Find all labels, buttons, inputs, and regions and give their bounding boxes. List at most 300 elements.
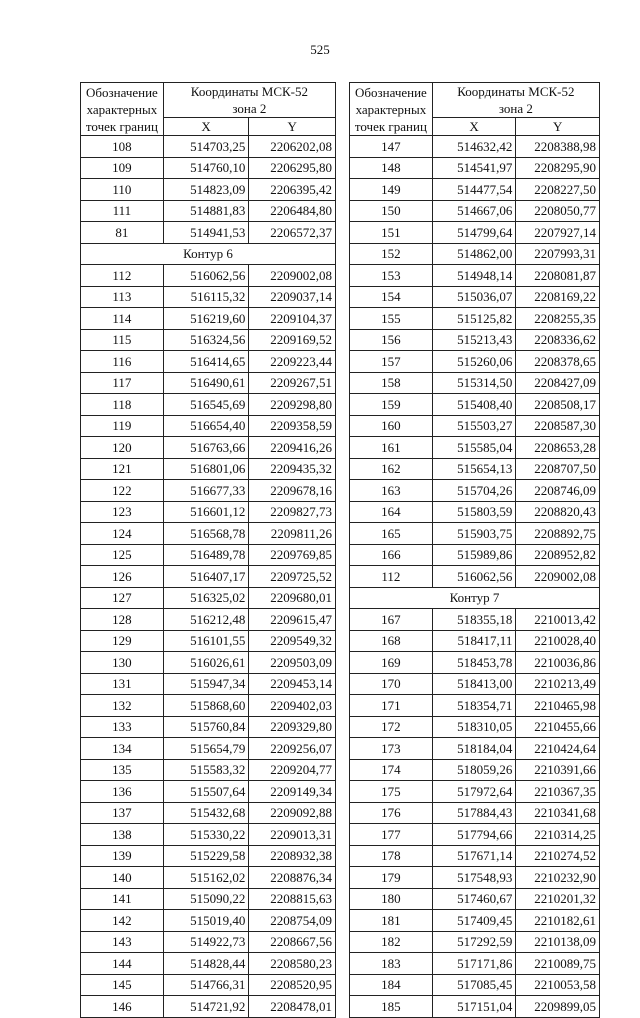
x-coordinate: 518413,00 [432,673,516,695]
x-coordinate: 518184,04 [432,738,516,760]
x-coordinate: 516545,69 [163,394,249,416]
y-coordinate: 2208952,82 [516,544,600,566]
coordinates-table-right [349,82,600,1018]
y-coordinate: 2208876,34 [249,867,336,889]
point-number: 148 [350,157,433,179]
x-coordinate: 517548,93 [432,867,516,889]
y-coordinate: 2209453,14 [249,673,336,695]
section-row [350,587,600,609]
x-coordinate: 517085,45 [432,974,516,996]
point-number: 112 [81,265,164,287]
table-row [350,544,600,566]
y-coordinate: 2209827,73 [249,501,336,523]
x-coordinate: 517884,43 [432,802,516,824]
point-number: 183 [350,953,433,975]
table-row [350,329,600,351]
y-coordinate: 2209769,85 [249,544,336,566]
table-row [81,802,336,824]
point-number: 143 [81,931,164,953]
designation-header: Обозначение характерных точек границ [81,83,164,136]
point-number: 169 [350,652,433,674]
point-number: 130 [81,652,164,674]
point-number: 115 [81,329,164,351]
table-row [81,415,336,437]
y-coordinate: 2209204,77 [249,759,336,781]
x-column-header: X [432,118,516,136]
x-coordinate: 514703,25 [163,136,249,158]
x-coordinate: 514948,14 [432,265,516,287]
table-row [81,179,336,201]
x-coordinate: 514823,09 [163,179,249,201]
table-row [81,738,336,760]
point-number: 144 [81,953,164,975]
y-coordinate: 2209811,26 [249,523,336,545]
x-coordinate: 514881,83 [163,200,249,222]
table-row [81,888,336,910]
y-coordinate: 2208820,43 [516,501,600,523]
table-row [350,781,600,803]
x-coordinate: 515704,26 [432,480,516,502]
y-coordinate: 2209149,34 [249,781,336,803]
point-number: 120 [81,437,164,459]
table-row [350,437,600,459]
point-number: 119 [81,415,164,437]
x-coordinate: 516407,17 [163,566,249,588]
table-row [81,996,336,1018]
x-coordinate: 516062,56 [163,265,249,287]
table-row [350,996,600,1018]
table-row [81,566,336,588]
x-coordinate: 514632,42 [432,136,516,158]
point-number: 125 [81,544,164,566]
x-coordinate: 516601,12 [163,501,249,523]
point-number: 164 [350,501,433,523]
point-number: 110 [81,179,164,201]
x-coordinate: 514922,73 [163,931,249,953]
coordinates-header: Координаты МСК-52 зона 2 [163,83,335,118]
table-row [350,630,600,652]
table-row [81,136,336,158]
table-row [81,845,336,867]
x-coordinate: 515432,68 [163,802,249,824]
y-coordinate: 2209503,09 [249,652,336,674]
y-coordinate: 2208336,62 [516,329,600,351]
x-column-header: X [163,118,249,136]
x-coordinate: 518355,18 [432,609,516,631]
point-number: 134 [81,738,164,760]
x-coordinate: 515229,58 [163,845,249,867]
x-coordinate: 516026,61 [163,652,249,674]
table-row [81,458,336,480]
table-row [81,953,336,975]
y-coordinate: 2207993,31 [516,243,600,265]
table-row [350,652,600,674]
table-row [350,480,600,502]
x-coordinate: 517171,86 [432,953,516,975]
table-row [350,673,600,695]
point-number: 161 [350,437,433,459]
y-coordinate: 2210314,25 [516,824,600,846]
y-coordinate: 2208508,17 [516,394,600,416]
x-coordinate: 516101,55 [163,630,249,652]
y-coordinate: 2209092,88 [249,802,336,824]
y-coordinate: 2210465,98 [516,695,600,717]
table-row [81,824,336,846]
x-coordinate: 514941,53 [163,222,249,244]
table-row [350,243,600,265]
point-number: 127 [81,587,164,609]
y-coordinate: 2210232,90 [516,867,600,889]
point-number: 140 [81,867,164,889]
point-number: 124 [81,523,164,545]
x-coordinate: 515330,22 [163,824,249,846]
point-number: 167 [350,609,433,631]
table-row [81,329,336,351]
x-coordinate: 515260,06 [432,351,516,373]
point-number: 141 [81,888,164,910]
point-number: 137 [81,802,164,824]
y-coordinate: 2209329,80 [249,716,336,738]
coordinates-header: Координаты МСК-52 зона 2 [432,83,599,118]
point-number: 126 [81,566,164,588]
y-coordinate: 2210201,32 [516,888,600,910]
x-coordinate: 515019,40 [163,910,249,932]
table-row [350,566,600,588]
table-row [350,802,600,824]
table-row [350,695,600,717]
point-number: 170 [350,673,433,695]
point-number: 142 [81,910,164,932]
x-coordinate: 515090,22 [163,888,249,910]
table-row [350,286,600,308]
y-coordinate: 2209416,26 [249,437,336,459]
x-coordinate: 515507,64 [163,781,249,803]
x-coordinate: 517972,64 [432,781,516,803]
y-coordinate: 2208427,09 [516,372,600,394]
table-row [81,652,336,674]
point-number: 171 [350,695,433,717]
point-number: 172 [350,716,433,738]
x-coordinate: 515213,43 [432,329,516,351]
table-row [350,265,600,287]
point-number: 123 [81,501,164,523]
y-coordinate: 2209615,47 [249,609,336,631]
x-coordinate: 516115,32 [163,286,249,308]
point-number: 180 [350,888,433,910]
table-row [81,609,336,631]
point-number: 184 [350,974,433,996]
x-coordinate: 515760,84 [163,716,249,738]
table-row [350,308,600,330]
table-row [350,609,600,631]
y-column-header: Y [249,118,336,136]
x-coordinate: 515503,27 [432,415,516,437]
point-number: 152 [350,243,433,265]
point-number: 160 [350,415,433,437]
table-row [350,372,600,394]
table-row [81,394,336,416]
table-row [350,888,600,910]
point-number: 156 [350,329,433,351]
table-row [81,673,336,695]
point-number: 157 [350,351,433,373]
table-row [350,953,600,975]
point-number: 158 [350,372,433,394]
y-coordinate: 2209402,03 [249,695,336,717]
point-number: 128 [81,609,164,631]
point-number: 165 [350,523,433,545]
x-coordinate: 515036,07 [432,286,516,308]
x-coordinate: 516219,60 [163,308,249,330]
y-coordinate: 2206295,80 [249,157,336,179]
x-coordinate: 514477,54 [432,179,516,201]
table-row [81,286,336,308]
x-coordinate: 514828,44 [163,953,249,975]
table-row [350,222,600,244]
y-coordinate: 2207927,14 [516,222,600,244]
point-number: 174 [350,759,433,781]
point-number: 108 [81,136,164,158]
point-number: 182 [350,931,433,953]
y-coordinate: 2208478,01 [249,996,336,1018]
y-coordinate: 2210182,61 [516,910,600,932]
table-row [81,308,336,330]
section-label: Контур 7 [350,587,600,609]
table-row [350,415,600,437]
point-number: 145 [81,974,164,996]
table-row [81,157,336,179]
y-coordinate: 2208520,95 [249,974,336,996]
point-number: 176 [350,802,433,824]
x-coordinate: 516324,56 [163,329,249,351]
point-number: 111 [81,200,164,222]
x-coordinate: 516763,66 [163,437,249,459]
y-coordinate: 2208932,38 [249,845,336,867]
x-coordinate: 514721,92 [163,996,249,1018]
y-coordinate: 2210138,09 [516,931,600,953]
point-number: 131 [81,673,164,695]
point-number: 162 [350,458,433,480]
x-coordinate: 514667,06 [432,200,516,222]
x-coordinate: 515989,86 [432,544,516,566]
point-number: 175 [350,781,433,803]
y-coordinate: 2208587,30 [516,415,600,437]
table-row [81,200,336,222]
y-coordinate: 2208580,23 [249,953,336,975]
x-coordinate: 515314,50 [432,372,516,394]
x-coordinate: 517794,66 [432,824,516,846]
table-row [81,931,336,953]
point-number: 159 [350,394,433,416]
table-row [81,480,336,502]
y-coordinate: 2210455,66 [516,716,600,738]
x-coordinate: 515408,40 [432,394,516,416]
table-row [81,910,336,932]
point-number: 109 [81,157,164,179]
table-row [350,157,600,179]
y-coordinate: 2206395,42 [249,179,336,201]
point-number: 178 [350,845,433,867]
x-coordinate: 516414,65 [163,351,249,373]
point-number: 179 [350,867,433,889]
x-coordinate: 517409,45 [432,910,516,932]
x-coordinate: 514760,10 [163,157,249,179]
x-coordinate: 518310,05 [432,716,516,738]
table-row [350,501,600,523]
x-coordinate: 516212,48 [163,609,249,631]
y-coordinate: 2208667,56 [249,931,336,953]
y-coordinate: 2208050,77 [516,200,600,222]
table-row [81,372,336,394]
y-coordinate: 2208081,87 [516,265,600,287]
x-coordinate: 516062,56 [432,566,516,588]
y-coordinate: 2208892,75 [516,523,600,545]
y-coordinate: 2208227,50 [516,179,600,201]
y-coordinate: 2209549,32 [249,630,336,652]
x-coordinate: 518417,11 [432,630,516,652]
section-label: Контур 6 [81,243,336,265]
table-row [81,781,336,803]
point-number: 151 [350,222,433,244]
y-coordinate: 2206202,08 [249,136,336,158]
point-number: 153 [350,265,433,287]
x-coordinate: 516568,78 [163,523,249,545]
table-row [81,587,336,609]
table-row [81,867,336,889]
y-coordinate: 2209899,05 [516,996,600,1018]
point-number: 155 [350,308,433,330]
point-number: 133 [81,716,164,738]
point-number: 149 [350,179,433,201]
y-coordinate: 2206484,80 [249,200,336,222]
table-row [81,222,336,244]
table-row [350,351,600,373]
point-number: 114 [81,308,164,330]
point-number: 118 [81,394,164,416]
table-row [350,716,600,738]
table-row [350,824,600,846]
x-coordinate: 516490,61 [163,372,249,394]
y-coordinate: 2209169,52 [249,329,336,351]
x-coordinate: 514862,00 [432,243,516,265]
point-number: 113 [81,286,164,308]
point-number: 163 [350,480,433,502]
y-coordinate: 2210053,58 [516,974,600,996]
y-coordinate: 2209678,16 [249,480,336,502]
x-coordinate: 516654,40 [163,415,249,437]
point-number: 146 [81,996,164,1018]
table-row [350,845,600,867]
table-row [81,437,336,459]
x-coordinate: 517671,14 [432,845,516,867]
x-coordinate: 516489,78 [163,544,249,566]
table-row [350,458,600,480]
table-row [350,179,600,201]
point-number: 81 [81,222,164,244]
table-row [81,716,336,738]
table-row [350,910,600,932]
y-coordinate: 2210341,68 [516,802,600,824]
point-number: 136 [81,781,164,803]
point-number: 139 [81,845,164,867]
x-coordinate: 518354,71 [432,695,516,717]
table-row [350,200,600,222]
y-coordinate: 2208295,90 [516,157,600,179]
y-coordinate: 2208169,22 [516,286,600,308]
table-row [350,759,600,781]
point-number: 185 [350,996,433,1018]
coordinates-table-left [80,82,336,1018]
x-coordinate: 515583,32 [163,759,249,781]
y-coordinate: 2208653,28 [516,437,600,459]
point-number: 112 [350,566,433,588]
y-coordinate: 2210013,42 [516,609,600,631]
table-row [81,265,336,287]
x-coordinate: 515868,60 [163,695,249,717]
point-number: 177 [350,824,433,846]
y-coordinate: 2208255,35 [516,308,600,330]
x-coordinate: 514799,64 [432,222,516,244]
point-number: 154 [350,286,433,308]
y-coordinate: 2209256,07 [249,738,336,760]
x-coordinate: 514766,31 [163,974,249,996]
y-coordinate: 2208707,50 [516,458,600,480]
y-coordinate: 2210391,66 [516,759,600,781]
y-coordinate: 2206572,37 [249,222,336,244]
table-row [81,759,336,781]
table-row [81,630,336,652]
point-number: 150 [350,200,433,222]
table-row [81,544,336,566]
table-row [350,394,600,416]
table-row [350,136,600,158]
x-coordinate: 515903,75 [432,523,516,545]
y-coordinate: 2209680,01 [249,587,336,609]
x-coordinate: 515125,82 [432,308,516,330]
section-row [81,243,336,265]
y-coordinate: 2208754,09 [249,910,336,932]
x-coordinate: 518059,26 [432,759,516,781]
y-coordinate: 2209358,59 [249,415,336,437]
table-row [350,738,600,760]
point-number: 181 [350,910,433,932]
point-number: 121 [81,458,164,480]
y-coordinate: 2208746,09 [516,480,600,502]
x-coordinate: 517460,67 [432,888,516,910]
table-row [350,931,600,953]
y-coordinate: 2209725,52 [249,566,336,588]
x-coordinate: 516325,02 [163,587,249,609]
table-row [350,523,600,545]
point-number: 168 [350,630,433,652]
y-coordinate: 2209435,32 [249,458,336,480]
y-coordinate: 2208388,98 [516,136,600,158]
y-column-header: Y [516,118,600,136]
x-coordinate: 517292,59 [432,931,516,953]
table-row [350,867,600,889]
y-coordinate: 2210424,64 [516,738,600,760]
x-coordinate: 515162,02 [163,867,249,889]
point-number: 173 [350,738,433,760]
point-number: 129 [81,630,164,652]
y-coordinate: 2210089,75 [516,953,600,975]
x-coordinate: 515654,79 [163,738,249,760]
x-coordinate: 515585,04 [432,437,516,459]
table-row [81,501,336,523]
page-number: 525 [310,42,330,57]
point-number: 117 [81,372,164,394]
point-number: 132 [81,695,164,717]
